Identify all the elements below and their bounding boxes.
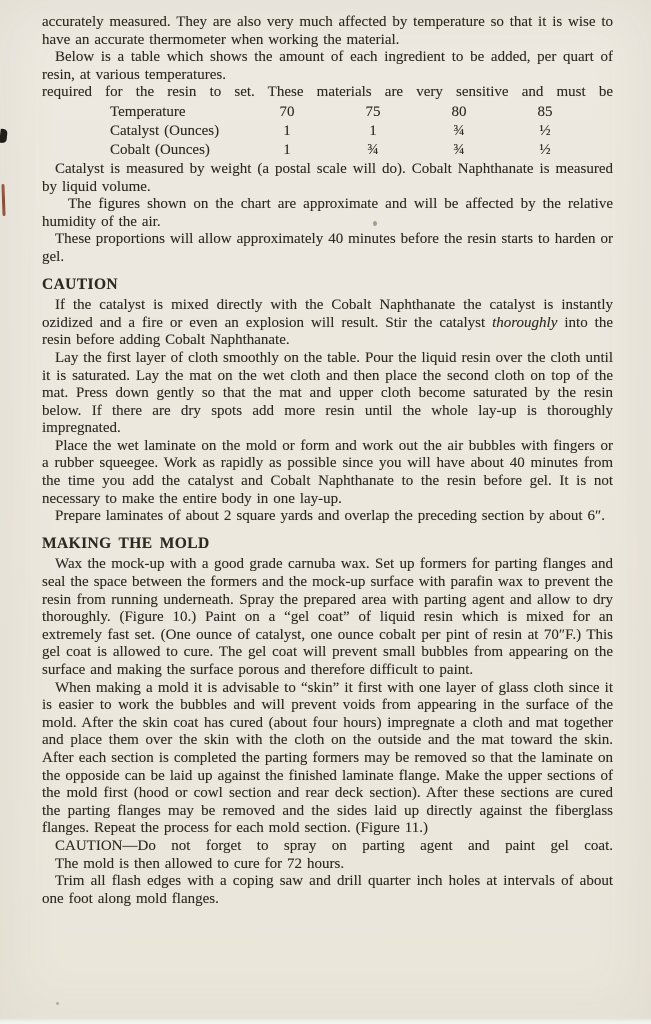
table-cell: 85 — [537, 103, 553, 120]
table-row-cobalt — [110, 141, 613, 160]
table-cell: 1 — [283, 122, 291, 139]
paragraph-prepare-laminates: Prepare laminates of about 2 square yards and overlap the preceding section by about 6″. — [55, 508, 605, 525]
paragraph-caution-spray: CAUTION—Do not forget to spray on parting agent and paint gel coat. — [55, 837, 613, 854]
table-cell: ½ — [539, 122, 551, 139]
ingredients-table — [110, 103, 613, 160]
mix-warning-emphasis: thoroughly — [492, 314, 558, 331]
mix-warning-text: If the catalyst is mixed directly with the Cobalt Naphthanate the catalyst is instantly ozidized and a fire or even an explosion will result. Stir the catalyst — [42, 297, 613, 331]
table-cell: 75 — [365, 103, 381, 120]
table-row-catalyst — [110, 122, 613, 141]
table-row-temperature — [110, 103, 613, 122]
paragraph-trim-edges: Trim all flash edges with a coping saw and drill quarter inch holes at intervals of about one foot along mold flanges. — [42, 873, 613, 907]
table-cell: Cobalt (Ounces) — [110, 141, 210, 158]
paragraph-table-intro: Below is a table which shows the amount of each ingredient to be added, per quart of resin, at various temperatures. — [42, 49, 613, 83]
table-cell: 1 — [283, 141, 291, 158]
paragraph-place-laminate: Place the wet laminate on the mold or form and work out the air bubbles with fingers or a rubber squeegee. Work as rapidly as possible since you will have about 40 minutes from the time you add the catalyst and Cobalt Naphthanate to the resin before gel. It is not necessary to make the entire body in one lay-up. — [42, 437, 613, 507]
paragraph-skin-mold: When making a mold it is advisable to “skin” it first with one layer of glass cloth since it is easier to work the bubbles and will prevent voids from appearing in the surface of the mold. After the skin coat has cured (about four hours) impregnate a cloth and mat together and place them over the skin with the cloth on the outside and the mat toward the skin. After each section is completed the parting formers may be removed so that the laminate on the opposide can be laid up against the finished laminate flange. Make the upper sections of the mold first (hood or cowl section and rear deck section). After these sections are cured the parting flanges may be removed and the sides laid up directly against the fiberglass flanges. Repeat the process for each mold section. (Figure 11.) — [42, 679, 613, 837]
paragraph-wax-mockup: Wax the mock-up with a good grade carnuba wax. Set up formers for parting flanges and seal the space between the formers and the mock-up surface with parafin wax to prevent the resin from running underneath. Spray the prepared area with parting agent and allow to dry thoroughly. (Figure 10.) Paint on a “gel coat” of liquid resin which is mixed for an extremely fast set. (One ounce of catalyst, one ounce cobalt per pint of resin at 70″F.) This gel coat is allowed to cure. The gel coat will prevent small bubbles from appearing on the surface and making the surface porous and therefore difficult to paint. — [42, 556, 613, 678]
paragraph-catalyst-weight: Catalyst is measured by weight (a postal scale will do). Cobalt Naphthanate is measured by liquid volume. — [42, 160, 613, 195]
table-cell: 70 — [279, 103, 295, 120]
making-the-mold-heading: MAKING THE MOLD — [42, 534, 210, 552]
paragraph-proportions: These proportions will allow approximately 40 minutes before the resin starts to harden or gel. — [42, 231, 613, 265]
table-cell: ¾ — [453, 141, 465, 158]
paper-speck — [56, 1002, 59, 1005]
mix-warning-text-end: into the resin before adding Cobalt Naphthanate. — [42, 314, 613, 349]
page-text-block — [42, 14, 613, 908]
table-cell: 80 — [451, 103, 467, 120]
table-cell: 1 — [369, 122, 377, 139]
page-bottom-edge — [0, 1018, 651, 1024]
table-cell: ¾ — [453, 122, 465, 139]
paragraph-mix-warning — [42, 297, 613, 350]
paragraph-cure-time: The mold is then allowed to cure for 72 hours. — [55, 855, 345, 872]
caution-heading: CAUTION — [42, 275, 119, 293]
binding-edge-mark — [0, 129, 8, 144]
paragraph-figures-approx: The figures shown on the chart are approximate and will be affected by the relative humidity of the air. — [42, 196, 613, 230]
table-cell: ½ — [539, 141, 551, 158]
table-cell: Temperature — [110, 103, 186, 120]
paragraph-lay-cloth: Lay the first layer of cloth smoothly on the table. Pour the liquid resin over the cloth until it is saturated. Lay the mat on the wet cloth and then place the second cloth on top of the mat. Press down gently so that the mat and upper cloth become saturated by the resin below. If there are dry spots add more resin until the whole lay-up is thoroughly impregnated. — [42, 349, 613, 437]
table-cell: ¾ — [367, 141, 379, 158]
paragraph-continuation: accurately measured. They are also very much affected by temperature so that it is wise to have an accurate thermometer when working the material. — [42, 14, 613, 48]
ink-scratch-mark — [1, 184, 5, 216]
table-cell: Catalyst (Ounces) — [110, 122, 220, 139]
paragraph-required-misprint: required for the resin to set. These materials are very sensitive and must be — [42, 84, 613, 101]
